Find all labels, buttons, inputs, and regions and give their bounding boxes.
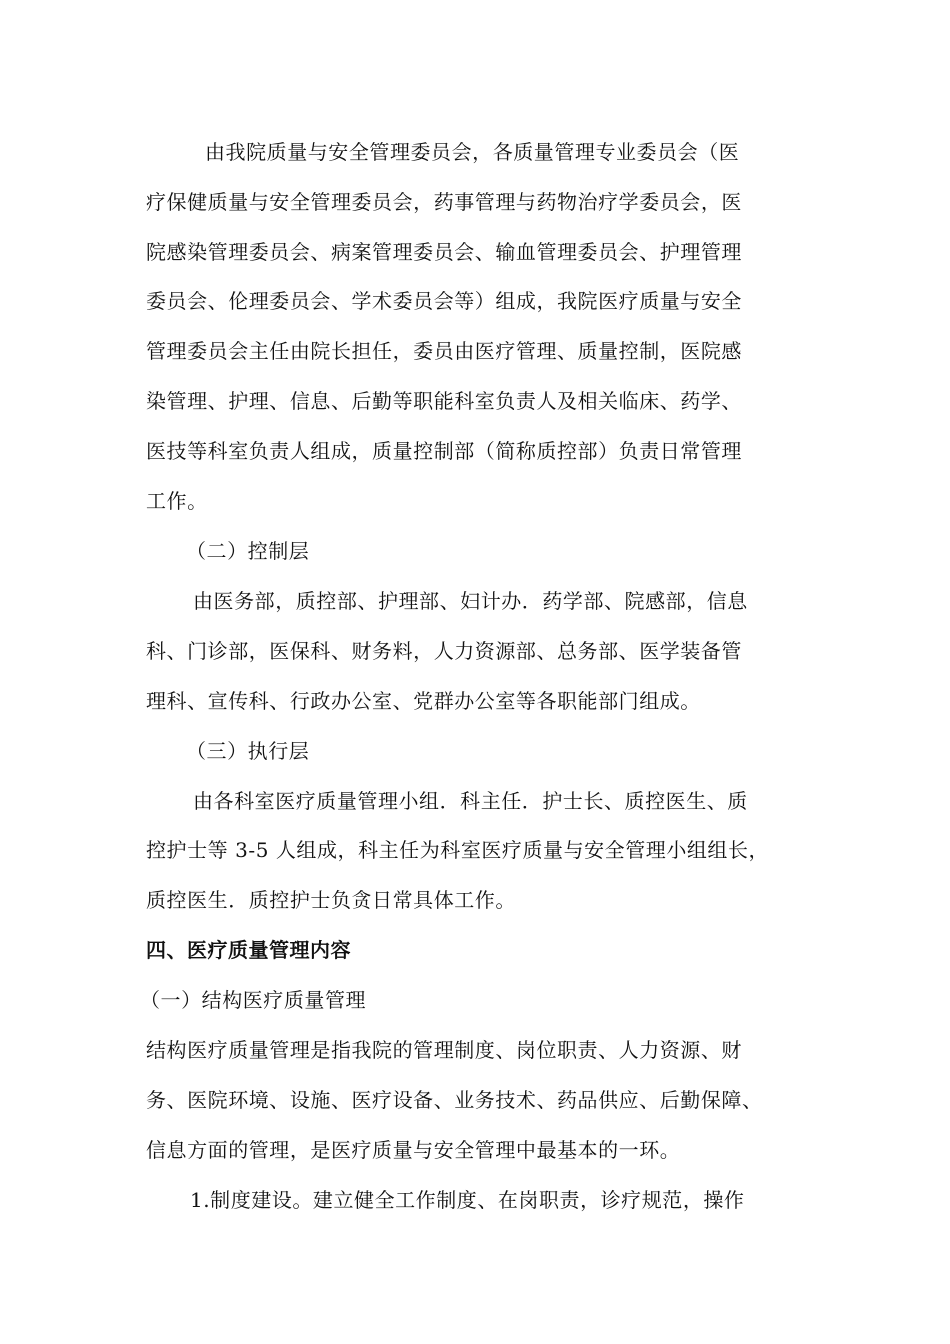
paragraph-line-13: 控护士等 3-5 人组成，科主任为科室医疗质量与安全管理小组组长，	[146, 838, 770, 862]
section-title-control-layer: （二）控制层	[186, 539, 310, 563]
paragraph-line-2: 疗保健质量与安全管理委员会，药事管理与药物治疗学委员会，医	[146, 190, 742, 214]
paragraph-line-9: 由医务部，质控部、护理部、妇计办．药学部、院感部，信息	[193, 589, 748, 613]
paragraph-line-4: 委员会、伦理委员会、学术委员会等）组成，我院医疗质量与安全	[146, 289, 742, 313]
paragraph-line-12: 由各科室医疗质量管理小组．科主任．护士长、质控医生、质	[193, 789, 748, 813]
paragraph-line-14: 质控医生．质控护士负贪日常具体工作。	[146, 888, 516, 912]
paragraph-line-18: 1.制度建设。建立健全工作制度、在岗职责，诊疗规范，操作	[190, 1188, 745, 1212]
paragraph-line-11: 理科、宣传科、行政办公室、党群办公室等各职能部门组成。	[146, 689, 701, 713]
paragraph-line-17: 信息方面的管理，是医疗质量与安全管理中最基本的一环。	[146, 1138, 681, 1162]
paragraph-line-1: 由我院质量与安全管理委员会，各质量管理专业委员会（医	[205, 140, 740, 164]
paragraph-line-6: 染管理、护理、信息、后勤等职能科室负责人及相关临床、药学、	[146, 389, 742, 413]
paragraph-line-8: 工作。	[146, 489, 208, 513]
paragraph-line-7: 医技等科室负责人组成，质量控制部（简称质控部）负责日常管理	[146, 439, 742, 463]
paragraph-line-10: 科、门诊部，医保科、财务料，人力资源部、总务部、医学装备管	[146, 639, 742, 663]
paragraph-line-15: 结构医疗质量管理是指我院的管理制度、岗位职责、人力资源、财	[146, 1038, 742, 1062]
chapter-heading-4: 四、医疗质量管理内容	[146, 938, 351, 962]
paragraph-line-16: 务、医院环境、设施、医疗设备、业务技术、药品供应、后勤保障、	[146, 1088, 763, 1112]
paragraph-line-3: 院感染管理委员会、病案管理委员会、输血管理委员会、护理管理	[146, 240, 742, 264]
paragraph-line-5: 管理委员会主任由院长担任，委员由医疗管理、质量控制，医院感	[146, 339, 742, 363]
section-title-execution-layer: （三）执行层	[186, 739, 310, 763]
section-title-structure-quality: （一）结构医疗质量管理	[140, 988, 367, 1012]
